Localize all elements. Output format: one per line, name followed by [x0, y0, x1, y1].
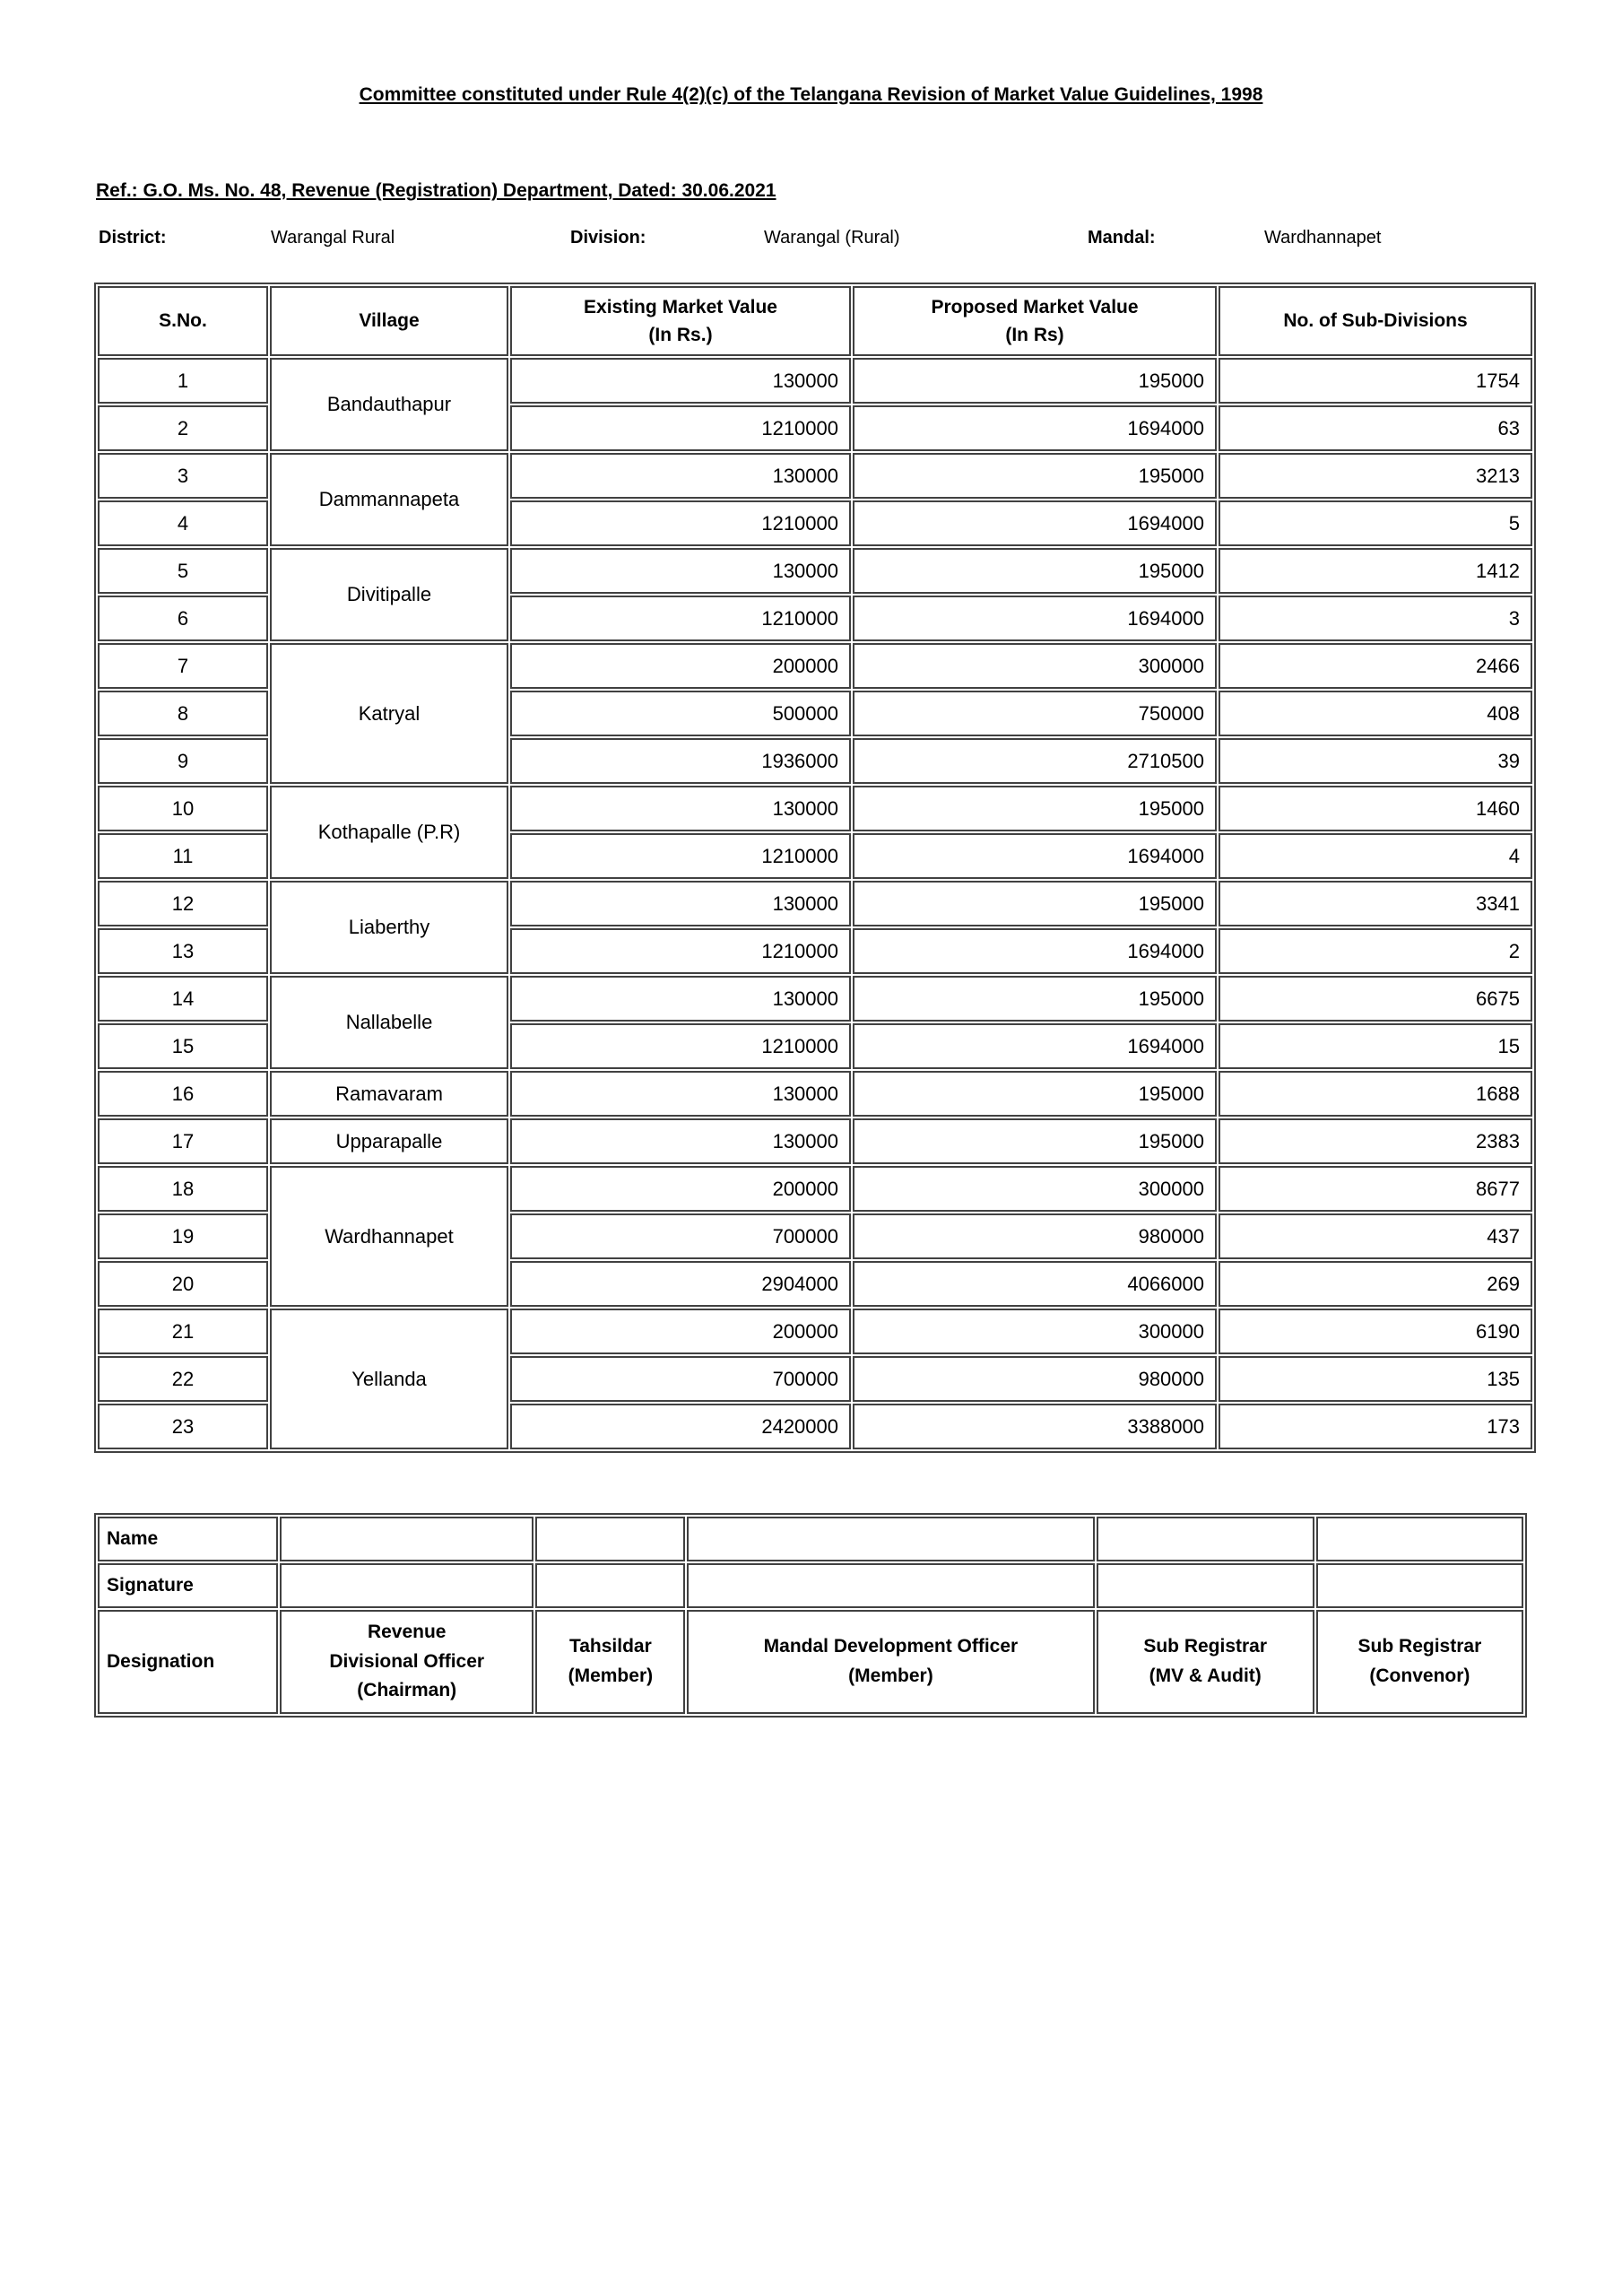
col-header-village: Village: [270, 286, 508, 356]
col-header-subdivisions: No. of Sub-Divisions: [1219, 286, 1532, 356]
signature-blank-cell: [1316, 1563, 1523, 1608]
designation-label-cell: Designation: [98, 1610, 278, 1714]
proposed-value-cell: 1694000: [853, 500, 1217, 546]
subdivisions-cell: 1412: [1219, 548, 1532, 594]
sno-cell: 22: [98, 1356, 268, 1402]
subdivisions-cell: 3213: [1219, 453, 1532, 499]
existing-value-cell: 200000: [510, 1309, 851, 1354]
sno-cell: 10: [98, 786, 268, 831]
sno-cell: 8: [98, 691, 268, 736]
sno-cell: 3: [98, 453, 268, 499]
designation-line: Sub Registrar: [1143, 1636, 1268, 1657]
existing-value-cell: 1210000: [510, 500, 851, 546]
village-cell: Nallabelle: [270, 976, 508, 1069]
proposed-value-cell: 1694000: [853, 1023, 1217, 1069]
name-blank-cell: [1316, 1517, 1523, 1561]
col-header-sno: S.No.: [98, 286, 268, 356]
existing-value-cell: 700000: [510, 1356, 851, 1402]
sno-cell: 15: [98, 1023, 268, 1069]
col-header-proposed-line2: (In Rs): [1005, 325, 1064, 345]
proposed-value-cell: 1694000: [853, 405, 1217, 451]
existing-value-cell: 130000: [510, 1118, 851, 1164]
subdivisions-cell: 1460: [1219, 786, 1532, 831]
designation-line: Revenue: [367, 1622, 447, 1643]
village-cell: Katryal: [270, 643, 508, 784]
table-row: [98, 358, 1532, 404]
signature-blank-cell: [1097, 1563, 1314, 1608]
proposed-value-cell: 3388000: [853, 1404, 1217, 1449]
subdivisions-cell: 3: [1219, 596, 1532, 641]
village-cell: Yellanda: [270, 1309, 508, 1449]
existing-value-cell: 1210000: [510, 928, 851, 974]
proposed-value-cell: 195000: [853, 881, 1217, 926]
table-header-row: [98, 286, 1532, 356]
sno-cell: 19: [98, 1213, 268, 1259]
designation-line: (Member): [568, 1665, 654, 1686]
sno-cell: 23: [98, 1404, 268, 1449]
proposed-value-cell: 300000: [853, 1166, 1217, 1212]
existing-value-cell: 130000: [510, 881, 851, 926]
designation-row: [98, 1610, 1523, 1714]
village-cell: Dammannapeta: [270, 453, 508, 546]
name-blank-cell: [1097, 1517, 1314, 1561]
subdivisions-cell: 269: [1219, 1261, 1532, 1307]
proposed-value-cell: 1694000: [853, 833, 1217, 879]
existing-value-cell: 2904000: [510, 1261, 851, 1307]
table-row: [98, 1309, 1532, 1354]
sno-cell: 2: [98, 405, 268, 451]
district-label: District:: [99, 228, 167, 248]
market-value-table: [94, 283, 1536, 1453]
designation-line: Sub Registrar: [1357, 1636, 1482, 1657]
proposed-value-cell: 195000: [853, 786, 1217, 831]
sno-cell: 1: [98, 358, 268, 404]
designation-line: (MV & Audit): [1149, 1665, 1262, 1686]
existing-value-cell: 500000: [510, 691, 851, 736]
subdivisions-cell: 8677: [1219, 1166, 1532, 1212]
col-header-proposed-line1: Proposed Market Value: [931, 296, 1139, 317]
signature-table: [94, 1513, 1527, 1718]
proposed-value-cell: 980000: [853, 1213, 1217, 1259]
subdivisions-cell: 6190: [1219, 1309, 1532, 1354]
proposed-value-cell: 750000: [853, 691, 1217, 736]
village-cell: Wardhannapet: [270, 1166, 508, 1307]
proposed-value-cell: 300000: [853, 643, 1217, 689]
village-cell: Bandauthapur: [270, 358, 508, 451]
subdivisions-cell: 1688: [1219, 1071, 1532, 1117]
sno-cell: 14: [98, 976, 268, 1022]
meta-row: [0, 228, 1622, 255]
designation-line: Divisional Officer: [329, 1650, 485, 1672]
sno-cell: 7: [98, 643, 268, 689]
village-cell: Divitipalle: [270, 548, 508, 641]
sno-cell: 6: [98, 596, 268, 641]
proposed-value-cell: 4066000: [853, 1261, 1217, 1307]
proposed-value-cell: 1694000: [853, 596, 1217, 641]
existing-value-cell: 130000: [510, 1071, 851, 1117]
division-label: Division:: [570, 228, 646, 248]
table-row: [98, 881, 1532, 926]
subdivisions-cell: 39: [1219, 738, 1532, 784]
col-header-existing-line1: Existing Market Value: [584, 296, 777, 317]
designation-cell-mdo: [687, 1610, 1094, 1714]
division-value: Warangal (Rural): [764, 228, 900, 248]
table-row: [98, 548, 1532, 594]
table-row: [98, 453, 1532, 499]
col-header-existing: [510, 286, 851, 356]
designation-line: (Convenor): [1369, 1665, 1470, 1686]
signature-blank-cell: [280, 1563, 533, 1608]
sno-cell: 5: [98, 548, 268, 594]
signature-label-cell: Signature: [98, 1563, 278, 1608]
proposed-value-cell: 195000: [853, 1071, 1217, 1117]
table-row: [98, 976, 1532, 1022]
subdivisions-cell: 2466: [1219, 643, 1532, 689]
village-cell: Upparapalle: [270, 1118, 508, 1164]
village-cell: Kothapalle (P.R): [270, 786, 508, 879]
existing-value-cell: 130000: [510, 453, 851, 499]
sno-cell: 16: [98, 1071, 268, 1117]
subdivisions-cell: 1754: [1219, 358, 1532, 404]
existing-value-cell: 1210000: [510, 1023, 851, 1069]
col-header-existing-line2: (In Rs.): [648, 325, 713, 345]
existing-value-cell: 130000: [510, 548, 851, 594]
signature-blank-cell: [687, 1563, 1094, 1608]
district-value: Warangal Rural: [271, 228, 395, 248]
village-cell: Liaberthy: [270, 881, 508, 974]
proposed-value-cell: 195000: [853, 976, 1217, 1022]
subdivisions-cell: 5: [1219, 500, 1532, 546]
sno-cell: 20: [98, 1261, 268, 1307]
sno-cell: 13: [98, 928, 268, 974]
existing-value-cell: 700000: [510, 1213, 851, 1259]
subdivisions-cell: 6675: [1219, 976, 1532, 1022]
sno-cell: 21: [98, 1309, 268, 1354]
col-header-proposed: [853, 286, 1217, 356]
sno-cell: 11: [98, 833, 268, 879]
proposed-value-cell: 195000: [853, 358, 1217, 404]
village-cell: Ramavaram: [270, 1071, 508, 1117]
existing-value-cell: 1210000: [510, 405, 851, 451]
sno-cell: 12: [98, 881, 268, 926]
proposed-value-cell: 300000: [853, 1309, 1217, 1354]
designation-line: Tahsildar: [568, 1636, 652, 1657]
subdivisions-cell: 135: [1219, 1356, 1532, 1402]
table-row: [98, 1071, 1532, 1117]
name-blank-cell: [280, 1517, 533, 1561]
existing-value-cell: 200000: [510, 643, 851, 689]
existing-value-cell: 130000: [510, 976, 851, 1022]
existing-value-cell: 1210000: [510, 833, 851, 879]
existing-value-cell: 200000: [510, 1166, 851, 1212]
existing-value-cell: 1936000: [510, 738, 851, 784]
reference-line: Ref.: G.O. Ms. No. 48, Revenue (Registration) Department, Dated: 30.06.2021: [96, 180, 776, 201]
proposed-value-cell: 1694000: [853, 928, 1217, 974]
subdivisions-cell: 437: [1219, 1213, 1532, 1259]
designation-line: (Chairman): [357, 1680, 457, 1701]
proposed-value-cell: 195000: [853, 1118, 1217, 1164]
sno-cell: 9: [98, 738, 268, 784]
signature-blank-cell: [535, 1563, 685, 1608]
existing-value-cell: 130000: [510, 786, 851, 831]
designation-cell-tahsildar: [535, 1610, 685, 1714]
subdivisions-cell: 63: [1219, 405, 1532, 451]
designation-cell-sub-registrar-audit: [1097, 1610, 1314, 1714]
sno-cell: 4: [98, 500, 268, 546]
table-row: [98, 1118, 1532, 1164]
name-row: [98, 1517, 1523, 1561]
signature-row: [98, 1563, 1523, 1608]
subdivisions-cell: 15: [1219, 1023, 1532, 1069]
page-title: Committee constituted under Rule 4(2)(c) of the Telangana Revision of Market Value Guidelines, 1998: [359, 84, 1263, 105]
designation-line: (Member): [848, 1665, 933, 1686]
proposed-value-cell: 195000: [853, 548, 1217, 594]
existing-value-cell: 1210000: [510, 596, 851, 641]
name-label-cell: Name: [98, 1517, 278, 1561]
proposed-value-cell: 2710500: [853, 738, 1217, 784]
existing-value-cell: 130000: [510, 358, 851, 404]
designation-cell-rdo: [280, 1610, 533, 1714]
designation-cell-sub-registrar-convenor: [1316, 1610, 1523, 1714]
subdivisions-cell: 4: [1219, 833, 1532, 879]
name-blank-cell: [687, 1517, 1094, 1561]
table-row: [98, 786, 1532, 831]
mandal-label: Mandal:: [1088, 228, 1156, 248]
name-blank-cell: [535, 1517, 685, 1561]
sno-cell: 17: [98, 1118, 268, 1164]
sno-cell: 18: [98, 1166, 268, 1212]
proposed-value-cell: 195000: [853, 453, 1217, 499]
subdivisions-cell: 2383: [1219, 1118, 1532, 1164]
subdivisions-cell: 173: [1219, 1404, 1532, 1449]
designation-line: Mandal Development Officer: [763, 1636, 1019, 1657]
table-row: [98, 1166, 1532, 1212]
proposed-value-cell: 980000: [853, 1356, 1217, 1402]
subdivisions-cell: 3341: [1219, 881, 1532, 926]
subdivisions-cell: 408: [1219, 691, 1532, 736]
existing-value-cell: 2420000: [510, 1404, 851, 1449]
table-row: [98, 643, 1532, 689]
subdivisions-cell: 2: [1219, 928, 1532, 974]
mandal-value: Wardhannapet: [1264, 228, 1382, 248]
